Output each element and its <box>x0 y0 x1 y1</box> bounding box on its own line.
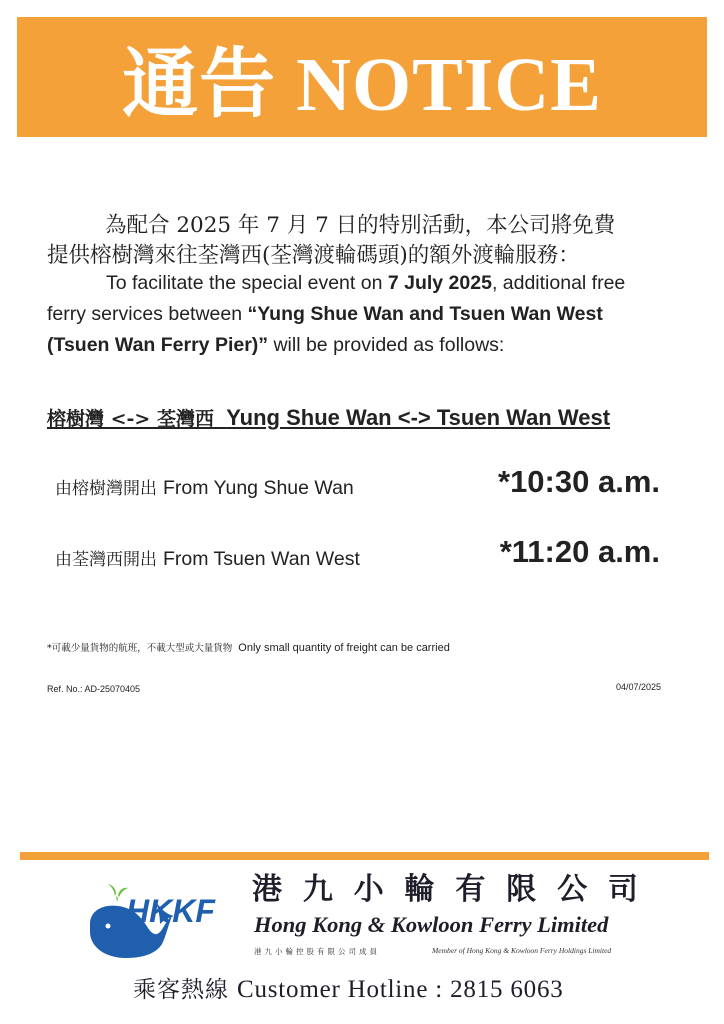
departure-1-label <box>55 474 354 500</box>
departure-2-label <box>55 545 360 571</box>
event-date: 7 July 2025 <box>387 272 492 294</box>
company-name-zh-char: 九 <box>302 872 333 907</box>
company-name-zh <box>252 872 638 908</box>
notice-title: 通告 NOTICE <box>122 42 602 127</box>
intro-zh-line-1: 為配合 2025 年 7 月 7 日的特別活動，本公司將免費 <box>105 213 616 238</box>
intro-en-line-1 <box>47 268 697 299</box>
notice-banner <box>17 17 707 137</box>
pier-name: (Tsuen Wan Ferry Pier)” <box>47 334 269 356</box>
departure-2-label-en: From Tsuen Wan West <box>163 548 360 570</box>
intro-en-line-3 <box>47 330 697 361</box>
departure-1-time: *10:30 a.m. <box>498 464 660 499</box>
footnote-en: Only small quantity of freight can be carried <box>238 642 450 654</box>
intro-en-text: will be provided as follows: <box>268 334 505 356</box>
company-name-zh-char: 有 <box>455 872 486 907</box>
departure-1-label-zh: 由榕樹灣開出 <box>55 479 157 499</box>
notice-date: 04/07/2025 <box>615 682 661 692</box>
departure-1-label-en: From Yung Shue Wan <box>163 477 354 499</box>
intro-zh-line-2: 提供榕樹灣來往荃灣西(荃灣渡輪碼頭)的額外渡輪服務： <box>47 243 580 268</box>
reference-number: Ref. No.: AD-25070405 <box>47 684 141 694</box>
route-heading <box>47 404 610 431</box>
intro-en-text: To facilitate the special event on <box>106 272 388 294</box>
hotline-label-zh: 乘客熱線 <box>133 977 229 1003</box>
hkkf-whale-logo <box>86 880 236 960</box>
footnote-zh: *可載少量貨物的航班，不載大型或大量貨物 <box>47 643 233 654</box>
departure-2-time: *11:20 a.m. <box>499 534 660 569</box>
member-note-zh: 港九小輪控股有限公司成員 <box>254 947 380 956</box>
company-name-zh-char: 公 <box>557 872 588 907</box>
whale-eye-icon <box>106 924 111 929</box>
route-name: “Yung Shue Wan and Tsuen Wan West <box>247 303 603 325</box>
freight-footnote <box>47 640 450 654</box>
company-name-zh-char: 港 <box>252 872 282 907</box>
route-heading-en: Yung Shue Wan <-> Tsuen Wan West <box>226 405 611 430</box>
route-heading-zh: 榕樹灣 <-> 荃灣西 <box>47 408 214 430</box>
intro-chinese <box>47 211 697 271</box>
whale-spout-icon <box>108 884 128 902</box>
logo-wordmark: HKKF <box>126 893 215 929</box>
departure-2-label-zh: 由荃灣西開出 <box>55 550 157 570</box>
footer-divider <box>20 852 709 860</box>
company-name-en: Hong Kong & Kowloon Ferry Limited <box>254 912 609 937</box>
hotline-label-en: Customer Hotline : 2815 6063 <box>237 976 564 1003</box>
intro-en-text: , additional free <box>491 272 626 294</box>
intro-en-line-2 <box>47 299 697 330</box>
intro-en-text: ferry services between <box>47 303 248 325</box>
company-name-zh-char: 限 <box>506 872 537 907</box>
member-note-en: Member of Hong Kong & Kowloon Ferry Holdings Limited <box>432 946 612 955</box>
intro-english <box>47 268 697 361</box>
customer-hotline <box>133 971 564 1004</box>
company-name-zh-char: 司 <box>607 872 638 907</box>
company-name-zh-char: 小 <box>353 872 384 907</box>
company-name-zh-char: 輪 <box>404 872 435 907</box>
